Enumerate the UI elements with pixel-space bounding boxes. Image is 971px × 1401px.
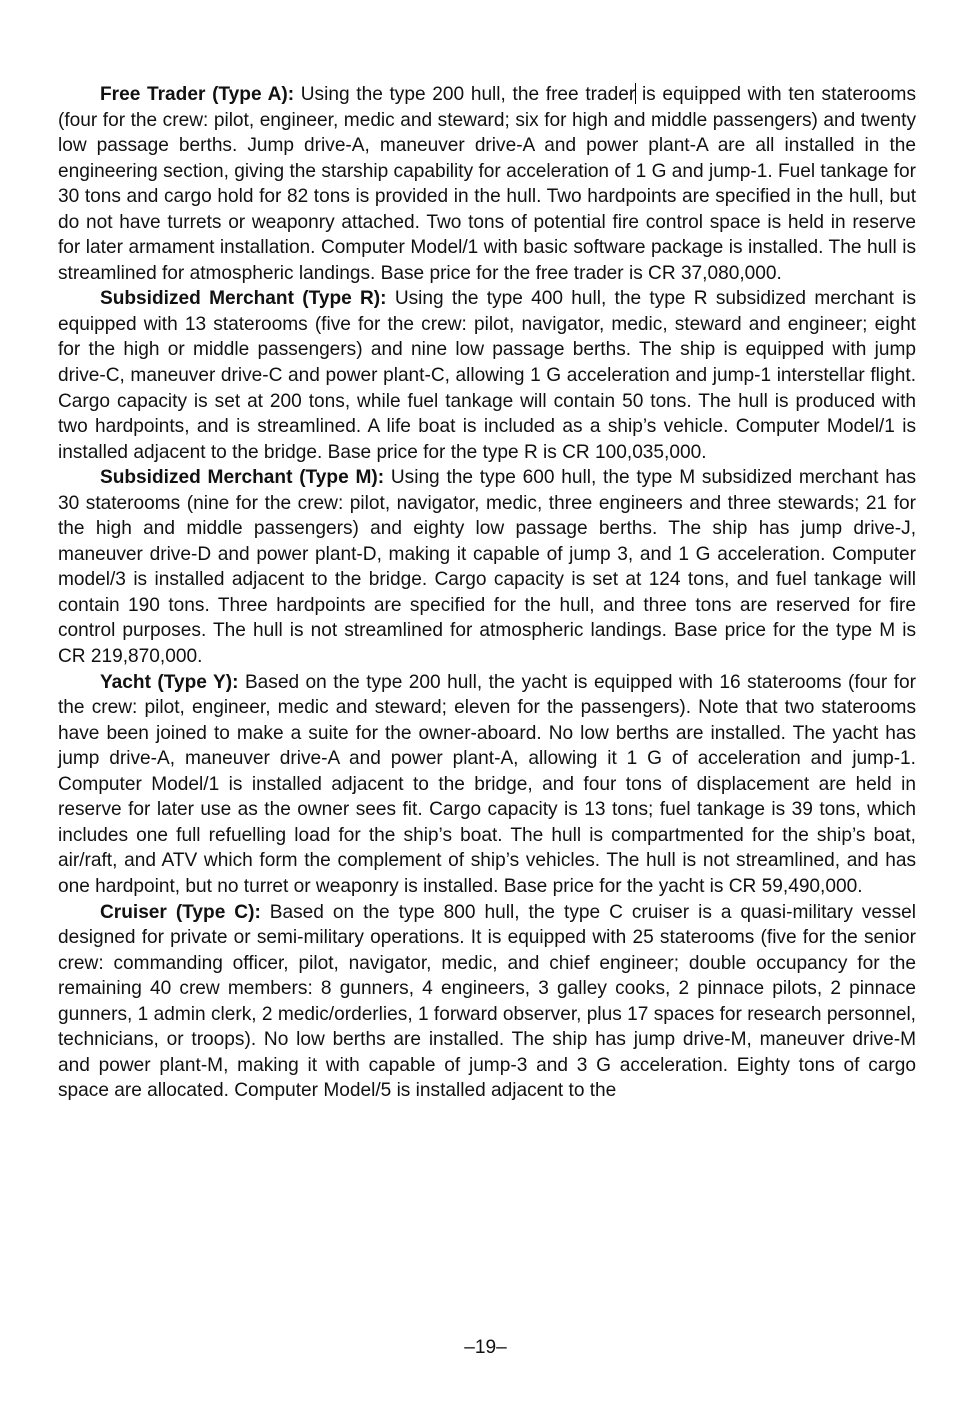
entry-text: Based on the type 200 hull, the yacht is equipped with 16 staterooms (four for the crew: pilot, engineer, medic and steward; eleven for the passengers). Note that two staterooms have been joined to make a suite for the owner-aboard. No low berths are installed. The yacht has jump drive-A, maneuver drive-A and power plant-A, allowing it 1 G of acceleration and jump-1. Computer Model/1 is installed adjacent to the bridge, and four tons of displacement are held in reserve for later use as the owner sees fit. Cargo capacity is 13 tons; fuel tankage is 39 tons, which includes one full refuelling load for the ship’s boat. The hull is compartmented for the ship’s boat, air/raft, and ATV which form the complement of ship’s vehicles. The hull is not streamlined, and has one hardpoint, but no turret or weaponry is installed. Base price for the yacht is CR 59,490,000. xyxy=(58,671,916,897)
entry-subsidized-merchant-r xyxy=(58,286,916,465)
entry-title: Subsidized Merchant (Type M): xyxy=(100,467,385,489)
entry-text: is equipped with ten staterooms (four for the crew: pilot, engineer, medic and steward; six for high and middle passengers) and twenty low passage berths. Jump drive-A, maneuver drive-A and power plant-A are all installed in the engineering section, giving the starship capability for acceleration of 1 G and jump-1. Fuel tankage for 30 tons and cargo hold for 82 tons is provided in the hull. Two hardpoints are specified in the hull, but do not have turrets or weaponry attached. Two tons of potential fire control space is held in reserve for later armament installation. Computer Model/1 with basic software package is installed. The hull is streamlined for atmospheric landings. Base price for the free trader is CR 37,080,000. xyxy=(58,84,916,284)
page-number: –19– xyxy=(464,1337,507,1358)
entry-free-trader xyxy=(58,82,916,286)
entry-title: Free Trader (Type A): xyxy=(100,84,295,105)
entry-yacht xyxy=(58,670,916,900)
entry-subsidized-merchant-m xyxy=(58,465,916,669)
body-text xyxy=(58,82,916,1104)
entry-cruiser xyxy=(58,900,916,1104)
entry-title: Cruiser (Type C): xyxy=(100,901,261,923)
entry-text: Based on the type 800 hull, the type C cruiser is a quasi-military vessel designed for private or semi-military operations. It is equipped with 25 staterooms (five for the senior crew: commanding officer, pilot, navigator, medic, and chief engineer; double occupancy for the remaining 40 crew members: 8 gunners, 4 engineers, 3 galley cooks, 2 pinnace pilots, 2 pinnace gunners, 1 admin clerk, 2 medic/orderlies, 1 forward observer, plus 17 spaces for research personnel, technicians, or troops). No low berths are installed. The ship has jump drive-M, maneuver drive-M and power plant-M, making it with capable of jump-3 and 3 G acceleration. Eighty tons of cargo space are allocated. Computer Model/5 is installed adjacent to the xyxy=(58,901,916,1102)
entry-title: Subsidized Merchant (Type R): xyxy=(100,288,387,310)
entry-text: Using the type 600 hull, the type M subsidized merchant has 30 staterooms (nine for the crew: pilot, navigator, medic, three engineers and three stewards; 21 for the high and middle passengers) and eighty low passage berths. The ship has jump drive-J, maneuver drive-D and power plant-D, making it capable of jump 3, and 1 G acceleration. Computer model/3 is installed adjacent to the bridge. Cargo capacity is set at 124 tons, and fuel tankage will contain 190 tons. Three hardpoints are specified for the hull, and three tons are reserved for fire control purposes. The hull is not streamlined for atmospheric landings. Base price for the type M is CR 219,870,000. xyxy=(58,467,916,668)
entry-text: Using the type 400 hull, the type R subsidized merchant is equipped with 13 staterooms (five for the crew: pilot, navigator, medic, steward and engineer; eight for the high or middle passengers) and nine low passage berths. The ship is equipped with jump drive-C, maneuver drive-C and power plant-C, allowing 1 G acceleration and jump-1 interstellar flight. Cargo capacity is set at 200 tons, while fuel tankage will contain 50 tons. The hull is produced with two hardpoints, and is streamlined. A life boat is included as a ship’s vehicle. Computer Model/1 is installed adjacent to the bridge. Base price for the type R is CR 100,035,000. xyxy=(58,288,916,463)
entry-title: Yacht (Type Y): xyxy=(100,671,239,693)
entry-text-start: Using the type 200 hull, the free trader xyxy=(294,84,636,105)
